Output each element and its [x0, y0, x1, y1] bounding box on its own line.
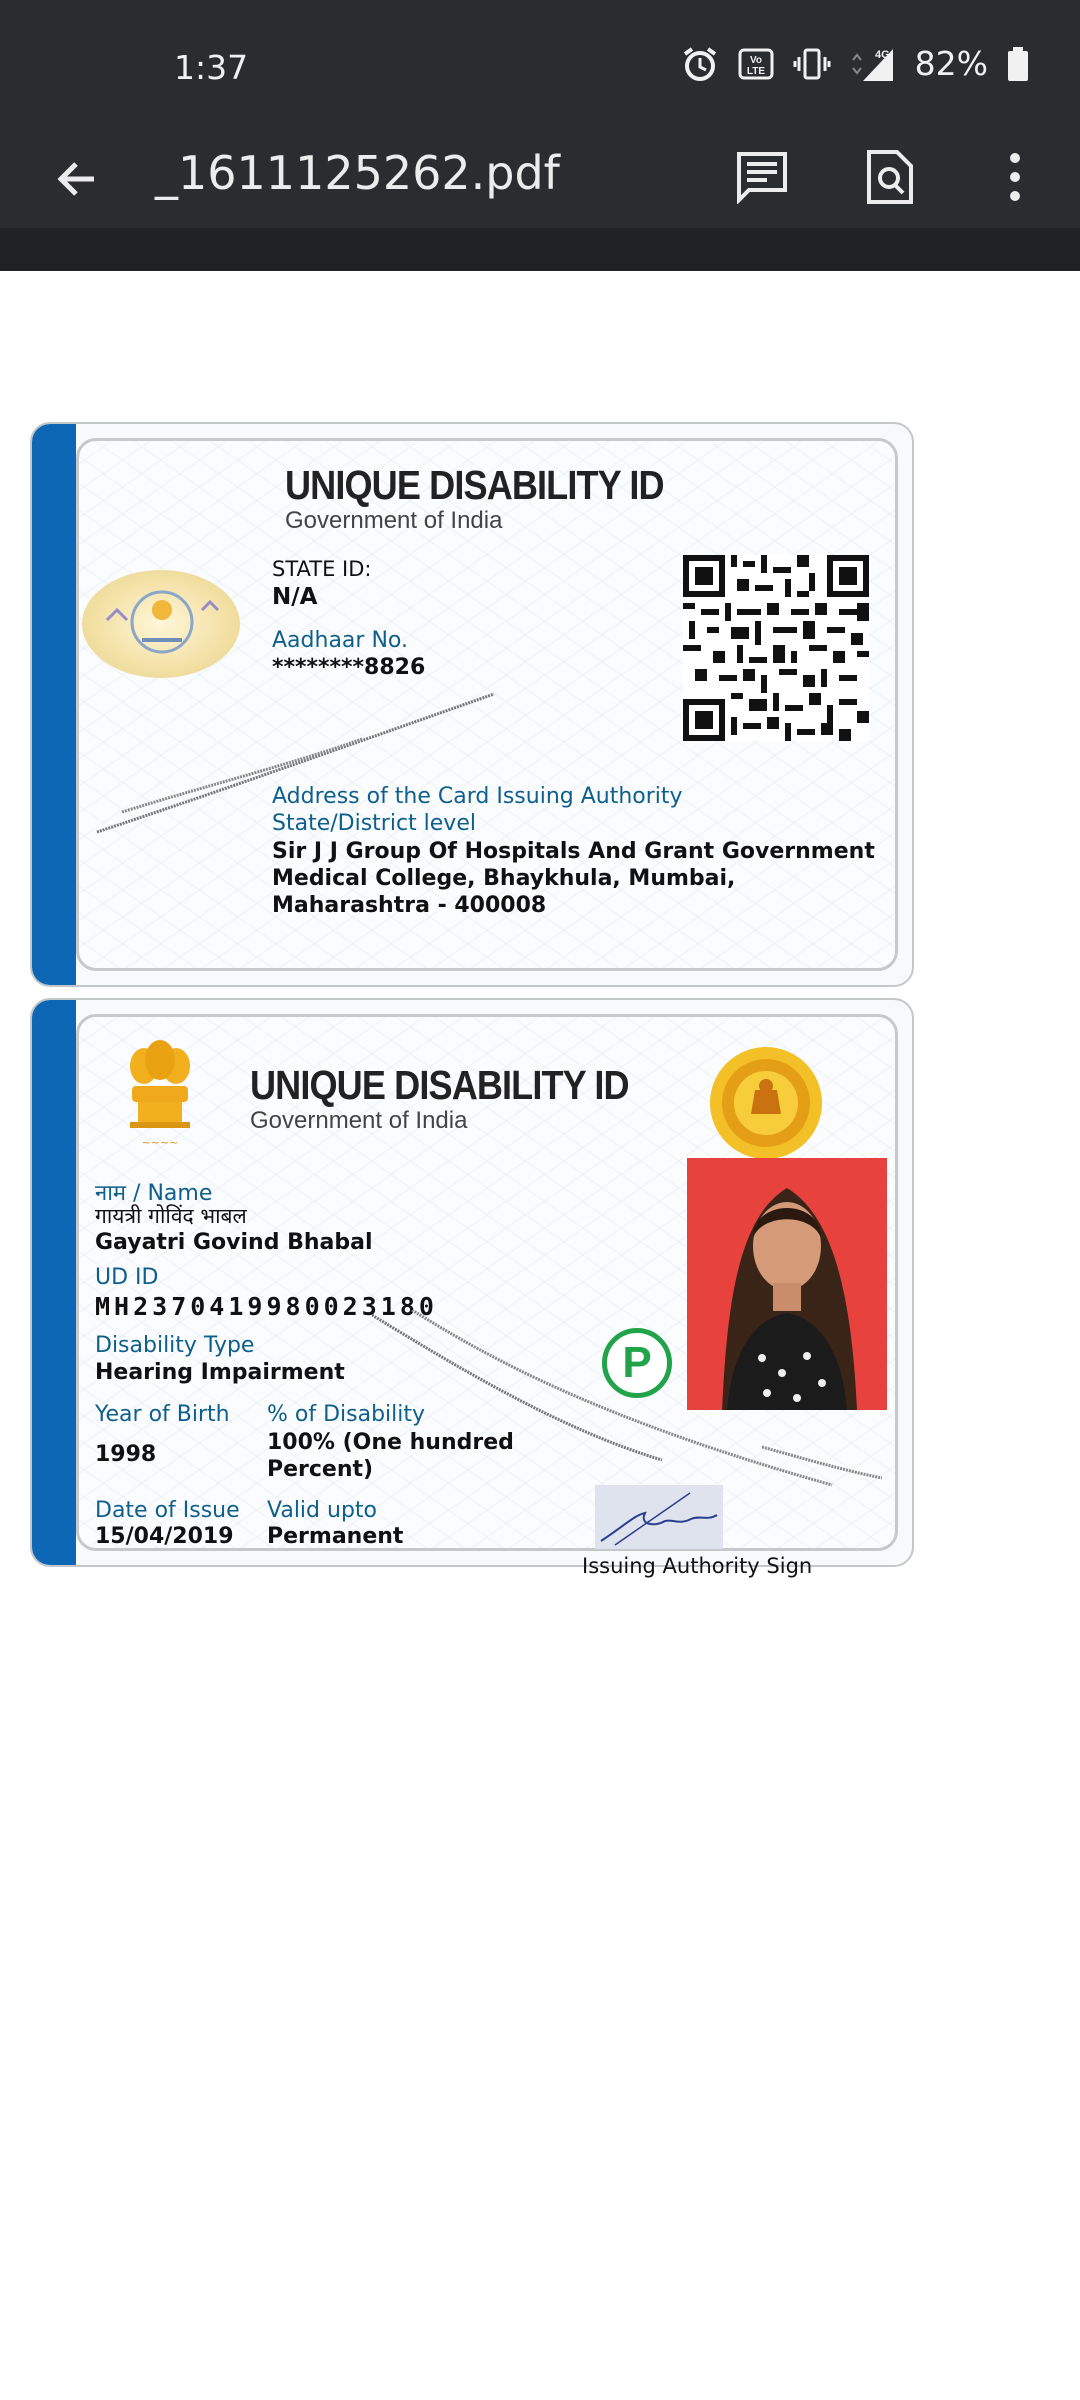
name-hindi-value: गायत्री गोविंद भाबल — [95, 1204, 247, 1228]
state-id-label: STATE ID: — [272, 557, 372, 581]
qr-code-image — [683, 555, 869, 741]
disability-type-value: Hearing Impairment — [95, 1360, 345, 1385]
volte-icon — [737, 45, 775, 83]
more-options-button[interactable] — [980, 142, 1050, 212]
date-of-issue-value: 15/04/2019 — [95, 1524, 234, 1549]
valid-upto-value: Permanent — [267, 1524, 404, 1549]
state-id-value: N/A — [272, 584, 318, 610]
parking-badge-icon — [602, 1328, 672, 1398]
address-value: Sir J J Group Of Hospitals And Grant Government Medical College, Bhaykhula, Mumbai, Maharashtra - 400008 — [272, 839, 875, 918]
svg-text:LTE: LTE — [746, 65, 765, 77]
network-type-label: 4G — [874, 48, 890, 61]
valid-upto-label: Valid upto — [267, 1498, 377, 1523]
card-header-title: UNIQUE DISABILITY ID — [250, 1062, 629, 1108]
status-bar — [0, 0, 1080, 128]
issuing-authority-sign-caption: Issuing Authority Sign — [582, 1554, 813, 1578]
year-of-birth-label: Year of Birth — [95, 1402, 230, 1427]
national-emblem-image — [120, 1036, 200, 1154]
signature-scribble — [595, 1485, 723, 1549]
toolbar-shadow-strip — [0, 228, 1080, 271]
comment-icon — [735, 150, 789, 204]
comment-button[interactable] — [727, 142, 797, 212]
date-of-issue-label: Date of Issue — [95, 1498, 240, 1523]
signal-icon — [849, 45, 897, 83]
aadhaar-label: Aadhaar No. — [272, 628, 408, 653]
find-in-page-icon — [865, 150, 915, 204]
year-of-birth-value: 1998 — [95, 1442, 157, 1467]
find-in-page-button[interactable] — [855, 142, 925, 212]
card-blue-stripe — [32, 424, 76, 985]
person-photo — [687, 1158, 887, 1410]
holder-photo-image — [687, 1158, 887, 1410]
document-title: _1611125262.pdf — [155, 146, 560, 200]
disability-type-label: Disability Type — [95, 1333, 255, 1358]
card-header-subtitle: Government of India — [250, 1107, 468, 1134]
hologram-emblem-image — [82, 570, 240, 678]
card-back — [30, 422, 914, 987]
udid-label: UD ID — [95, 1265, 159, 1290]
battery-percent: 82% — [914, 44, 988, 83]
vibrate-icon — [793, 45, 831, 83]
emblem-icon — [82, 570, 240, 678]
ashoka-emblem-icon — [120, 1036, 200, 1154]
name-value: Gayatri Govind Bhabal — [95, 1230, 373, 1255]
more-vert-icon — [1000, 150, 1030, 204]
card-front — [30, 998, 914, 1567]
app-bar — [0, 128, 1080, 228]
svg-text:~~~~: ~~~~ — [141, 1136, 179, 1149]
battery-icon — [1006, 45, 1030, 83]
pdf-page[interactable] — [0, 271, 1080, 2400]
svg-text:Vo: Vo — [749, 54, 762, 66]
seal-icon — [707, 1044, 825, 1162]
card-header-title: UNIQUE DISABILITY ID — [285, 462, 664, 508]
disability-percent-value: 100% (One hundred Percent) — [267, 1430, 514, 1482]
card-header — [285, 462, 715, 535]
card-header-subtitle: Government of India — [285, 507, 503, 534]
card-header — [250, 1062, 680, 1135]
badge-letter: P — [622, 1338, 652, 1387]
address-label: Address of the Card Issuing Authority State/District level — [272, 784, 683, 836]
aadhaar-value: ********8826 — [272, 655, 426, 680]
disability-percent-label: % of Disability — [267, 1402, 426, 1427]
issuing-authority-signature-image — [595, 1485, 723, 1549]
alarm-icon — [681, 45, 719, 83]
state-seal-image — [707, 1044, 825, 1162]
status-icons — [681, 44, 1030, 83]
back-arrow-icon — [54, 156, 100, 202]
udid-value: MH2370419980023180 — [95, 1292, 438, 1321]
card-blue-stripe — [32, 1000, 76, 1565]
back-button[interactable] — [42, 144, 112, 214]
status-time: 1:37 — [174, 48, 249, 87]
name-label: नाम / Name — [95, 1181, 213, 1206]
